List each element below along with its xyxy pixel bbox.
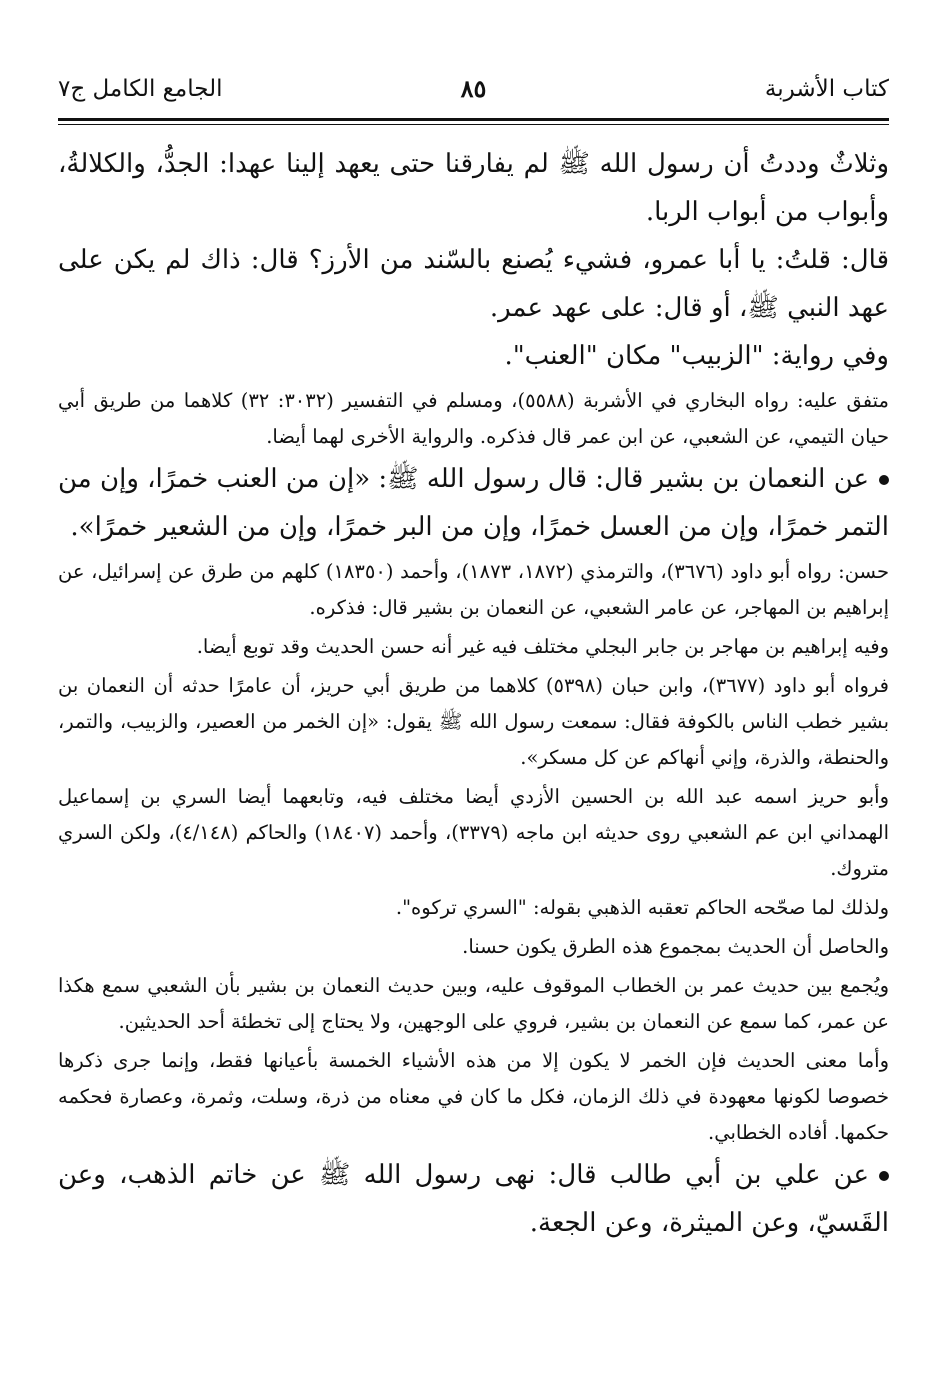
- paragraph-text: والحاصل أن الحديث بمجموع هذه الطرق يكون حسنا.: [462, 935, 889, 958]
- chapter-title: كتاب الأشربة: [764, 76, 889, 102]
- paragraph-text: وأبو حريز اسمه عبد الله بن الحسين الأزدي أيضا مختلف فيه، وتابعهما أيضا السري بن إسماعيل الهمداني ابن عم الشعبي روى حديثه ابن ماجه (٣٣٧٩)، وأحمد (١٨٤٠٧) والحاكم (٤/١٤٨)، ولكن السري متروك.: [58, 785, 889, 880]
- page-body: [58, 140, 889, 1247]
- paragraph-text: عن علي بن أبي طالب قال: نهى رسول الله ﷺ عن خاتم الذهب، وعن القَسيّ، وعن الميثرة، وعن الجعة.: [58, 1160, 889, 1238]
- commentary-text: [58, 929, 889, 965]
- paragraph-text: ولذلك لما صحّحه الحاكم تعقبه الذهبي بقوله: "السري تركوه".: [395, 896, 889, 919]
- commentary-text: [58, 383, 889, 455]
- hadith-text: [58, 140, 889, 236]
- paragraph-text: وأما معنى الحديث فإن الخمر لا يكون إلا من هذه الأشياء الخمسة بأعيانها فقط، وإنما جرى ذكرها خصوصا لكونها معهودة في ذلك الزمان، فكل ما كان في معناه من ذرة، وسلت، وثمرة، وعصارة فحكمه حكمها. أفاده الخطابي.: [58, 1049, 889, 1144]
- commentary-text: [58, 668, 889, 776]
- book-title: الجامع الكامل ج٧: [58, 76, 223, 102]
- hadith-text: [58, 332, 889, 380]
- paragraph-text: وفي رواية: "الزبيب" مكان "العنب".: [504, 341, 889, 371]
- commentary-text: [58, 1043, 889, 1151]
- hadith-text: [58, 236, 889, 332]
- paragraph-text: حسن: رواه أبو داود (٣٦٧٦)، والترمذي (١٨٧٢، ١٨٧٣)، وأحمد (١٨٣٥٠) كلهم من طرق عن إسرائيل، عن إبراهيم بن المهاجر، عن عامر الشعبي، عن النعمان بن بشير قال: فذكره.: [58, 560, 890, 619]
- header-rule-thick: [58, 118, 889, 121]
- page-header: [58, 72, 889, 108]
- paragraph-text: فرواه أبو داود (٣٦٧٧)، وابن حبان (٥٣٩٨) كلاهما من طريق أبي حريز، أن عامرًا حدثه أن النعمان بن بشير خطب الناس بالكوفة فقال: سمعت رسول الله ﷺ يقول: «إن الخمر من العصير، والزبيب، والتمر، والحنطة، والذرة، وإني أنهاكم عن كل مسكر».: [58, 674, 889, 769]
- paragraph-text: ويُجمع بين حديث عمر بن الخطاب الموقوف عليه، وبين حديث النعمان بن بشير بأن الشعبي سمع هكذا عن عمر، كما سمع عن النعمان بن بشير، فروي على الوجهين، ولا يحتاج إلى تخطئة أحد الحديثين.: [58, 974, 889, 1033]
- paragraph-text: قال: قلتُ: يا أبا عمرو، فشيء يُصنع بالسّند من الأرز؟ قال: ذاك لم يكن على عهد النبي ﷺ، أو قال: على عهد عمر.: [58, 245, 889, 323]
- hadith-text: [58, 1151, 889, 1247]
- commentary-text: [58, 890, 889, 926]
- page-number: ٨٥: [460, 74, 487, 103]
- commentary-text: [58, 968, 889, 1040]
- bullet-icon: [879, 1171, 889, 1181]
- hadith-text: [58, 455, 889, 551]
- bullet-icon: [879, 475, 889, 485]
- paragraph-text: عن النعمان بن بشير قال: قال رسول الله ﷺ: «إن من العنب خمرًا، وإن من التمر خمرًا، وإن من العسل خمرًا، وإن من البر خمرًا، وإن من الشعير خمرًا».: [58, 464, 889, 542]
- commentary-text: [58, 554, 889, 626]
- header-rule-thin: [58, 124, 889, 125]
- paragraph-text: وثلاثٌ وددتُ أن رسول الله ﷺ لم يفارقنا حتى يعهد إلينا عهدا: الجدُّ، والكلالةُ، وأبواب من أبواب الربا.: [58, 149, 889, 227]
- commentary-text: [58, 629, 889, 665]
- paragraph-text: وفيه إبراهيم بن مهاجر بن جابر البجلي مختلف فيه غير أنه حسن الحديث وقد توبع أيضا.: [196, 635, 889, 658]
- paragraph-text: متفق عليه: رواه البخاري في الأشربة (٥٥٨٨)، ومسلم في التفسير (٣٠٣٢: ٣٢) كلاهما من طريق أبي حيان التيمي، عن الشعبي، عن ابن عمر قال فذكره. والرواية الأخرى لهما أيضا.: [58, 389, 889, 448]
- commentary-text: [58, 779, 889, 887]
